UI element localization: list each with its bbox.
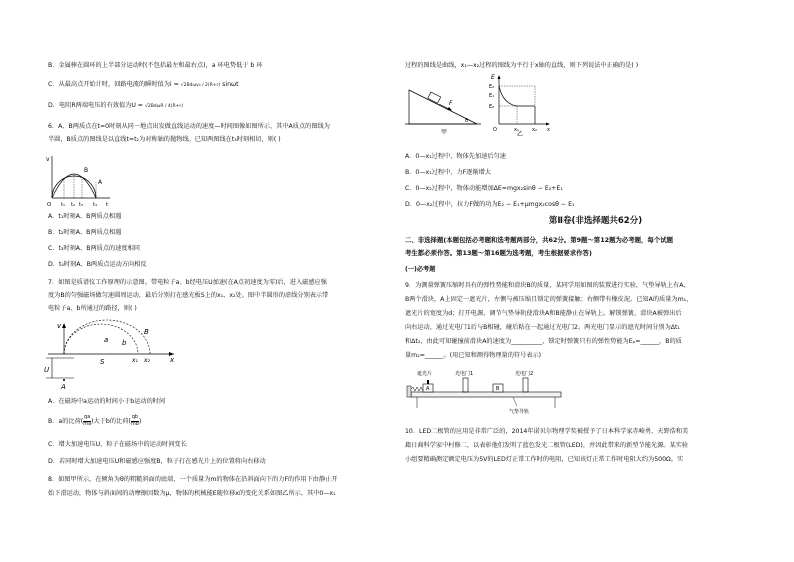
shade-plate xyxy=(427,380,429,384)
q9-line-2: B两个滑块，A上固定一遮光片，左侧与被压缩且锁定的弹簧接触；右侧带有橡皮泥。已知A的质量为m₁， xyxy=(405,296,693,303)
x-arrow xyxy=(546,123,550,126)
subsection-required: (一)必考题 xyxy=(405,266,436,273)
leader-track xyxy=(513,397,517,406)
q8-option-c: C．0—x₂过程中，物体动能增加ΔE=mgx₂sinθ − E₂+E₁ xyxy=(405,185,563,192)
q9-line-5: 和Δt₂，由此可知碰撞前滑块A的速度为__________，锁定时弹簧只有的弹性势能为Eₚ=______，B的质 xyxy=(405,338,682,345)
ma: ma xyxy=(83,420,92,427)
label-x2: x₂ xyxy=(532,127,537,133)
option-text: B．a的比荷( xyxy=(48,418,84,425)
q7-option-a: A．在磁场中a运动的时间小于b运动的时间 xyxy=(48,398,166,405)
label-b: B xyxy=(496,386,500,392)
q10-line-1: 10．LED二极管的应用是非常广泛的，2014年诺贝尔物理学奖被授予了日本科学家赤崎勇、天野浩和美 xyxy=(405,428,689,435)
label-e0: E₀ xyxy=(489,104,495,110)
q8-stem-1: 8．如图甲所示，在倾角为θ的粗糙斜面的底端，一个质量为m的物体在沿斜面向下的力F的作用下由静止开 xyxy=(48,476,338,483)
right-column xyxy=(397,0,794,562)
path-a xyxy=(64,324,138,354)
q6-stem-2: 半圆，B质点的图线是以直线t=t₂为对称轴的抛物线。已知两图线在t₃时刻相切，则( ) xyxy=(48,136,281,143)
v-arrow xyxy=(62,323,66,328)
q9-line-6: 量m₂=______。(用已知和测得物理量的符号表示) xyxy=(405,352,542,359)
q9-line-4: 向右运动，通过光电门1后与B相碰，碰后粘在一起通过光电门2。两光电门显示的遮光时间分别为Δt₁ xyxy=(405,324,680,331)
label-e2: E₂ xyxy=(489,84,495,90)
label-f: F xyxy=(449,100,453,107)
q8-figure-yi xyxy=(489,72,553,136)
wall xyxy=(407,386,411,397)
section-2-stem-2: 考生都必须作答。第13题～第16题为选考题，考生根据要求作答) xyxy=(405,249,592,257)
q7-stem-3: 电粒子a、b所通过的路径，则( ) xyxy=(48,305,137,312)
option-text: C．从最高点开始计时，回路电流的瞬时值为i = xyxy=(48,81,181,88)
label-theta: θ xyxy=(465,118,469,124)
q6-vt-graph xyxy=(44,152,114,208)
q8-option-b: B．0—x₁过程中，力F逐渐增大 xyxy=(405,169,491,176)
label-v: v xyxy=(46,156,50,163)
q7-mass-spectrometer-figure xyxy=(44,318,184,390)
spring xyxy=(411,387,423,391)
point-a-dot xyxy=(63,379,65,381)
section-2-stem-1: 二、非选择题(本题包括必考题和选考题两部分，共62分。第9题～第12题为必考题，每个试题 xyxy=(405,236,673,244)
q8-option-d: D．0—x₂过程中，拉力F做的功为E₂ − E₁+μmgx₂cosθ − E₁ xyxy=(405,201,575,208)
q8-stem-3: 过程的图线是曲线，x₁—x₂过程的图线为平行于x轴的直线，则下列说法中正确的是( ) xyxy=(405,62,639,69)
ratio-b xyxy=(130,414,142,427)
label-t: t xyxy=(106,202,109,208)
label-x: x xyxy=(547,127,550,133)
label-b: B xyxy=(84,167,89,174)
curve xyxy=(499,86,517,106)
label-t4: t₄ xyxy=(93,202,97,208)
label-e1: E₁ xyxy=(489,93,495,99)
formula-tail: sinωt xyxy=(222,81,239,88)
q8-option-a: A．0—x₁过程中，物体先加速后匀速 xyxy=(405,153,506,160)
label-a: A xyxy=(426,386,430,392)
q8-stem-2: 始下滑运动，物体与斜面间的动摩擦因数为μ，物体的机械能E随位移x的变化关系如图乙所示，其中0—x₁ xyxy=(48,490,336,497)
qa: qa xyxy=(84,414,91,420)
label-gate-2: 光电门2 xyxy=(515,371,534,377)
label-a: A xyxy=(98,179,103,186)
option-text-end: ) xyxy=(138,418,142,425)
formula-fraction: √2BdωR / 4(R+r) xyxy=(144,104,184,109)
label-shade: 遮光片 xyxy=(417,371,433,377)
q6-stem-1: 6．A、B两质点在t=0时刻从同一地点出发做直线运动的速度—时间图像如图所示，其中A质点的图线为 xyxy=(48,123,330,130)
label-yi: 乙 xyxy=(517,131,524,136)
air-track xyxy=(411,392,561,397)
block xyxy=(428,92,441,103)
q7-stem-2: 度为B的匀强磁场做匀速圆周运动，最后分别打在感光板S上的x₁、x₂处。图中半圆形的虚线分别表示带 xyxy=(48,292,329,299)
label-point-a: A xyxy=(61,383,66,390)
label-o: O xyxy=(47,202,52,208)
label-t1: t₁ xyxy=(61,202,65,208)
option-8d-prev xyxy=(48,102,183,111)
force-arrowhead xyxy=(447,107,452,111)
q9-air-track-figure xyxy=(405,366,575,418)
e-arrow xyxy=(498,75,501,79)
label-a: a xyxy=(104,336,109,344)
label-jia: 甲 xyxy=(441,129,448,136)
q10-line-3: 小组要精确测定额定电压为5V的LED灯正常工作时的电阻，已知该灯正常工作时电阻大约为500Ω。实 xyxy=(405,456,684,463)
q7-option-b xyxy=(48,415,141,429)
q6-option-b: B．t₂时刻A、B两质点相遇 xyxy=(48,229,122,236)
photogate-1 xyxy=(463,378,468,392)
label-x: x xyxy=(170,356,175,364)
label-track: 气垫导轨 xyxy=(509,409,530,415)
label-s: S xyxy=(100,358,105,366)
q9-line-3: 遮光片的宽度为d；打开电源，调节气垫导轨使滑块A和B能静止在导轨上。解锁弹簧，滑块A被弹出后 xyxy=(405,310,682,317)
q6-option-a: A．t₁时刻A、B两质点相遇 xyxy=(48,213,122,220)
q10-line-2: 籍日裔科学家中村修二，以表彰他们发明了蓝色发光二极管(LED)，并因此带来的新型节能光源。某实验 xyxy=(405,442,689,449)
ratio-a xyxy=(83,415,91,427)
label-b: B xyxy=(144,328,149,336)
part-ii-heading: 第Ⅱ卷(非选择题共62分) xyxy=(548,216,643,226)
label-x2: x₂ xyxy=(144,357,150,364)
label-o: O xyxy=(493,127,497,133)
option-text-mid: )大于b的比荷( xyxy=(91,418,131,425)
label-e: E xyxy=(491,74,495,81)
label-gate-1: 光电门1 xyxy=(455,371,474,377)
q6-option-c: C．t₃时刻A、B两质点的速度相同 xyxy=(48,245,140,252)
label-t2: t₂ xyxy=(71,202,75,208)
q7-stem-1: 7．如图是质谱仪工作原理的示意图。带电粒子a、b经电压U加速(在A点初速度为零)后，进入磁感应强 xyxy=(48,279,327,286)
label-x1: x₁ xyxy=(132,357,138,364)
label-x1: x₁ xyxy=(514,127,519,133)
q6-option-d: D．t₄时刻A、B两质点运动方向相反 xyxy=(48,261,147,268)
option-8b-prev: B．金属棒在圆环的上半部分运动时(不包括最左和最右点)，a 环电势低于 b 环 xyxy=(48,62,263,69)
formula-fraction: √2Bdωv₀ / 2(R+r) xyxy=(180,83,221,88)
qb: qb xyxy=(131,414,139,420)
option-8c-prev xyxy=(48,81,239,90)
label-b-small: b xyxy=(122,339,127,347)
option-text: D．电阻R两端电压的有效值为U = xyxy=(48,102,145,109)
q7-option-d: D．若同时增大加速电压U和磁感应强度B，粒子打在感光片上的位置将向右移动 xyxy=(48,458,266,465)
label-u: U xyxy=(44,366,50,374)
mb: mb xyxy=(130,420,139,427)
q8-figure-jia xyxy=(405,78,483,136)
q7-option-c: C．增大加速电压U，粒子在磁场中的运动时间变长 xyxy=(48,441,187,448)
label-t3: t₃ xyxy=(79,202,83,208)
q9-line-1: 9．为测量弹簧压缩时具有的弹性势能和滑块B的质量，某同学用如图的装置进行实验，气垫导轨上有A、 xyxy=(405,282,690,289)
label-v: v xyxy=(57,322,62,330)
photogate-2 xyxy=(523,378,528,392)
